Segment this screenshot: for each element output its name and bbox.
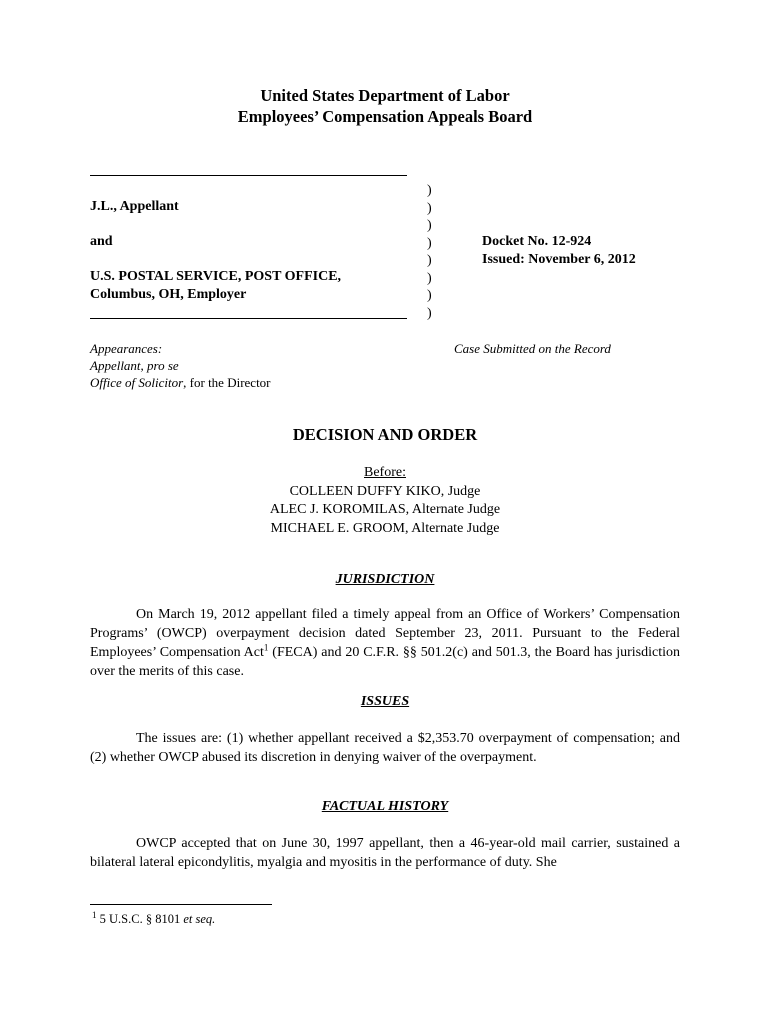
before-label: Before: (364, 465, 406, 480)
paren: ) (427, 288, 432, 303)
issues-text: The issues are: (1) whether appellant received a $2,353.70 overpayment of compensation; and (2) whether OWCP abused its discretion in denying waiver of the overpayment. (90, 731, 680, 765)
paren: ) (427, 305, 432, 321)
issued-date: Issued: November 6, 2012 (482, 252, 636, 267)
jurisdiction-text-a: On March 19, 2012 appellant filed a timely appeal from an Office of Workers’ Compensation Programs’ (OWCP) overpayment decision dated September 23, 2011. Pursuant to the Federal Employees’ Compensation Act (90, 607, 680, 660)
caption-and: and (90, 234, 113, 249)
caption-top-rule (90, 175, 407, 176)
footnote-et-seq: et seq. (183, 912, 216, 926)
footnote-text: 5 U.S.C. § 8101 (96, 912, 184, 926)
footnote (92, 909, 216, 927)
employer-line-1: U.S. POSTAL SERVICE, POST OFFICE, (90, 269, 342, 284)
employer-line-2: Columbus, OH, Employer (90, 287, 247, 302)
factual-history-heading: FACTUAL HISTORY (321, 799, 449, 814)
issues-heading: ISSUES (360, 694, 410, 709)
paren: ) (427, 270, 432, 286)
judge-1: COLLEEN DUFFY KIKO, Judge (289, 483, 481, 499)
judge-3: MICHAEL E. GROOM, Alternate Judge (270, 520, 500, 536)
decision-title: DECISION AND ORDER (292, 425, 478, 444)
footnote-number: 1 (92, 909, 97, 920)
caption-bottom-rule (90, 318, 407, 319)
solicitor-line (90, 375, 271, 391)
board-title: Employees’ Compensation Appeals Board (237, 107, 533, 126)
agency-title: United States Department of Labor (260, 86, 510, 105)
paren: ) (427, 218, 432, 233)
footnote-ref: 1 (263, 642, 269, 653)
paren: ) (427, 183, 432, 198)
jurisdiction-paragraph (90, 605, 680, 681)
docket-number: Docket No. 12-924 (482, 234, 592, 249)
issues-paragraph (90, 729, 680, 767)
appellant-pro-se: Appellant, pro se (90, 358, 179, 373)
factual-history-paragraph (90, 834, 680, 872)
footnote-rule (90, 904, 272, 905)
factual-text: OWCP accepted that on June 30, 1997 appellant, then a 46-year-old mail carrier, sustained a bilateral lateral epicondylitis, myalgia and myositis in the performance of duty. She (90, 836, 680, 870)
paren: ) (427, 200, 432, 216)
solicitor-office: Office of Solicitor (90, 375, 184, 390)
case-submitted: Case Submitted on the Record (454, 341, 611, 356)
appearances-label: Appearances: (90, 341, 163, 356)
jurisdiction-text-b: (FECA) and 20 C.F.R. §§ 501.2(c) and 501.3, the Board has jurisdiction over the merits of this case. (90, 645, 681, 679)
judge-2: ALEC J. KOROMILAS, Alternate Judge (269, 502, 501, 517)
solicitor-role: , for the Director (183, 375, 271, 390)
caption-paren-column (427, 182, 432, 322)
jurisdiction-heading: JURISDICTION (335, 572, 435, 587)
paren: ) (427, 253, 432, 268)
panel-block (0, 464, 770, 538)
appellant-name: J.L., Appellant (90, 199, 179, 214)
paren: ) (427, 235, 432, 251)
